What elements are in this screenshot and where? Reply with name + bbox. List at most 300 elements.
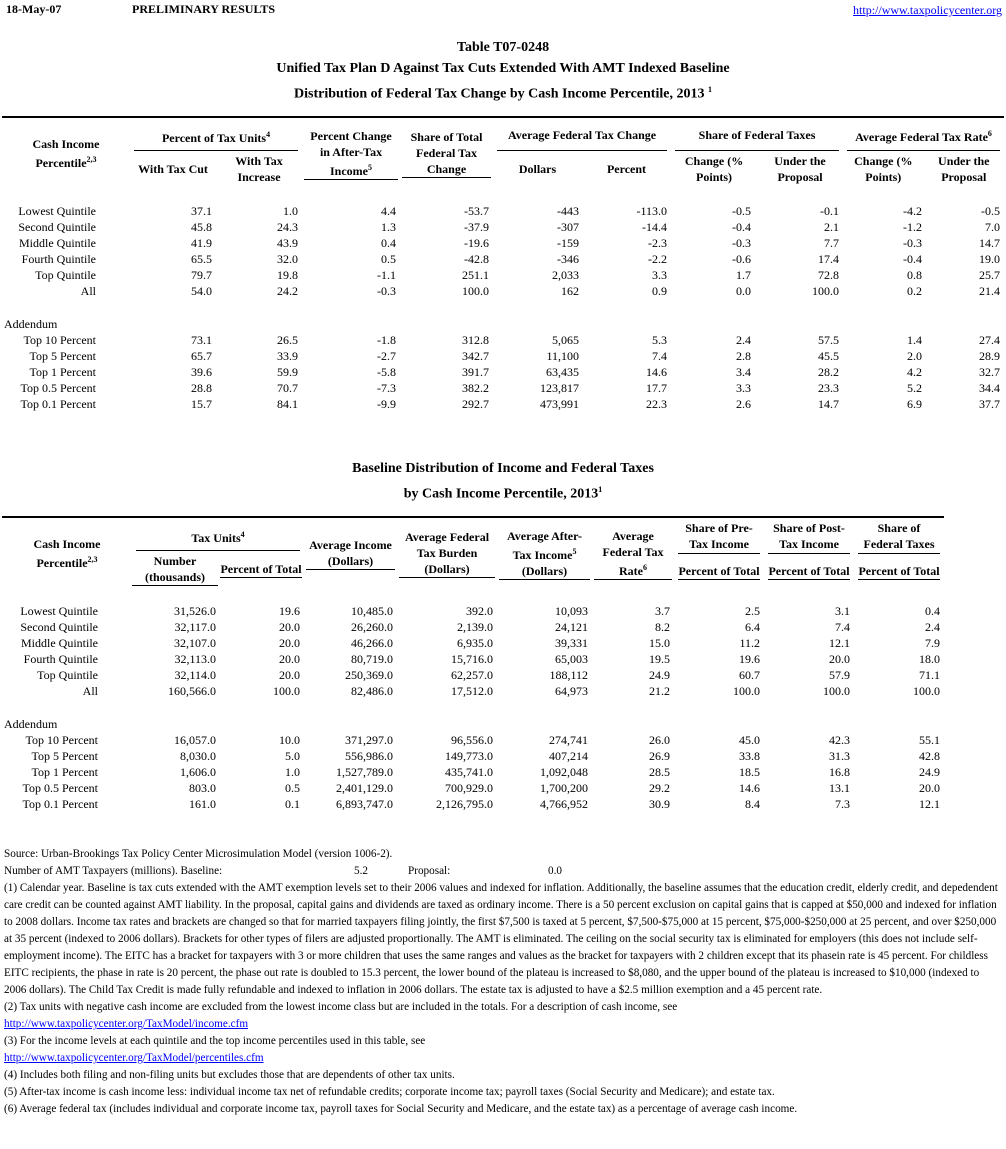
row-label: Top Quintile: [37, 668, 98, 682]
table-cell: 17,512.0: [451, 684, 494, 698]
table-cell: 14.6: [646, 365, 668, 379]
table-cell: -0.5: [732, 204, 752, 218]
table-row: [2, 332, 1004, 348]
table-cell: 0.2: [907, 284, 923, 298]
table2-col-avg-rate: Average Federal Tax Rate$^6$: [592, 517, 674, 589]
table-cell: 2.8: [736, 349, 752, 363]
table-cell: 73.1: [191, 333, 212, 347]
table-cell: 20.0: [279, 652, 301, 666]
table-cell: -0.6: [732, 252, 752, 266]
row-label: Top 0.1 Percent: [20, 397, 96, 411]
table-cell: 3.1: [835, 604, 851, 618]
table-cell: -1.8: [377, 333, 397, 347]
row-label: Top 5 Percent: [31, 749, 98, 763]
table-cell: 100.0: [273, 684, 301, 698]
table1-subtitle: Unified Tax Plan D Against Tax Cuts Extended With AMT Indexed Baseline: [276, 61, 730, 76]
table-cell: 0.0: [736, 284, 752, 298]
table-cell: 32,114.0: [174, 668, 216, 682]
table-cell: 28.5: [649, 765, 671, 779]
table-cell: -1.1: [377, 268, 397, 282]
table-row: [2, 283, 1004, 299]
row-label: Lowest Quintile: [18, 204, 96, 218]
table2-col-share-fed: Share of Federal Taxes Percent of Total: [858, 521, 940, 578]
table1-number: Table T07-0248: [456, 40, 550, 55]
table-cell: 162: [561, 284, 580, 298]
table-cell: 7.7: [824, 236, 840, 250]
table-cell: -2.3: [648, 236, 668, 250]
table-cell: 10,485.0: [351, 604, 394, 618]
table2-header-row: [2, 517, 944, 589]
table-cell: 19.5: [649, 652, 671, 666]
table-row: [2, 203, 1004, 219]
table-cell: -37.9: [464, 220, 490, 234]
table-cell: 7.9: [925, 636, 941, 650]
row-label: All: [80, 284, 96, 298]
table1-col-share-taxes: Share of Federal Taxes Change (% Points) Under the Proposal: [671, 117, 843, 189]
table-cell: -346: [557, 252, 580, 266]
table1-col-avg-change: Average Federal Tax Change Dollars Percent: [493, 117, 671, 189]
footnote-3: (3) For the income levels at each quintile and the top income percentiles used in this table, see: [4, 1035, 426, 1047]
table-cell: 24.9: [649, 668, 671, 682]
table2-col-percentile: Cash Income Percentile$^{2,3}$: [33, 537, 101, 570]
table1-title: [0, 37, 1006, 105]
table1-col-under: Under the Proposal: [774, 154, 826, 184]
table-cell: 4.4: [381, 204, 397, 218]
table-cell: 27.4: [979, 333, 1001, 347]
income-definition-link[interactable]: http://www.taxpolicycenter.org/TaxModel/income.cfm: [4, 1018, 249, 1030]
table-cell: 33.9: [277, 349, 299, 363]
table-cell: 14.6: [739, 781, 761, 795]
table-cell: 64,973: [555, 684, 589, 698]
table2-addendum-body: [2, 732, 944, 812]
footnotes: [4, 846, 1000, 1118]
table-cell: 34.4: [979, 381, 1001, 395]
footnote-6: (6) Average federal tax (includes individual and corporate income tax, payroll taxes for Social Security and Medicare, and the estate tax) as a percentage of average cash income.: [4, 1103, 798, 1115]
table1-col-under2: Under the Proposal: [938, 154, 990, 184]
table-cell: 24,121: [555, 620, 589, 634]
table-cell: 65.7: [191, 349, 212, 363]
table-cell: 20.0: [919, 781, 941, 795]
source-note: Source: Urban-Brookings Tax Policy Center Microsimulation Model (version 1006-2).: [4, 848, 393, 860]
row-label: Top 5 Percent: [29, 349, 96, 363]
row-label: Top 1 Percent: [31, 765, 98, 779]
table-row: [2, 764, 944, 780]
table2-col-share-post: Share of Post-Tax Income Percent of Total: [768, 521, 850, 578]
table-cell: 42.8: [919, 749, 941, 763]
table-cell: 45.5: [818, 349, 840, 363]
table-cell: -1.2: [903, 220, 923, 234]
table-cell: -307: [557, 220, 580, 234]
table1-col-pct-units: Percent of Tax Units$^4$ With Tax Cut With Tax Increase: [130, 117, 302, 189]
table-cell: 15.0: [649, 636, 671, 650]
table-cell: 21.2: [649, 684, 671, 698]
table-cell: 2,139.0: [457, 620, 494, 634]
table-cell: 45.0: [739, 733, 761, 747]
table-cell: 26,260.0: [351, 620, 394, 634]
table-cell: 19.6: [739, 652, 761, 666]
table-cell: 100.0: [462, 284, 490, 298]
table-cell: 26.9: [649, 749, 671, 763]
table-cell: 435,741.0: [445, 765, 494, 779]
table-cell: 71.1: [919, 668, 941, 682]
table-cell: 19.6: [279, 604, 301, 618]
table-cell: 7.4: [652, 349, 668, 363]
table-cell: 2,401,129.0: [336, 781, 394, 795]
table2-addendum-heading: Addendum: [4, 717, 58, 731]
table-cell: 45.8: [191, 220, 212, 234]
table-cell: 24.9: [919, 765, 941, 779]
table2-col-number: Number (thousands): [132, 553, 218, 586]
table-cell: 32.0: [277, 252, 299, 266]
table-cell: 19.0: [979, 252, 1001, 266]
table-cell: 63,435: [546, 365, 580, 379]
table-cell: 160,566.0: [168, 684, 216, 698]
table2-title-line1: Baseline Distribution of Income and Federal Taxes: [352, 461, 654, 476]
percentiles-link[interactable]: http://www.taxpolicycenter.org/TaxModel/percentiles.cfm: [4, 1052, 264, 1064]
table-cell: 82,486.0: [351, 684, 394, 698]
table-cell: 28.2: [818, 365, 840, 379]
footnote-1: (1) Calendar year. Baseline is tax cuts extended with the AMT exemption levels set to their 2006 values and indexed for inflation. Additionally, the baseline assumes that the education credit, elderly credit, and depedendent care credit can be counted against AMT liability. In the proposal, capital gains and dividends are taxed as ordinary income. There is a 50 percent exclusion on capital gains that is capped at $50,000 and indexed for inflation to 2008 dollars. Income tax rates and brackets are changed so that for married taxpayers filing jointly, the first $7,500 is taxed at 5 percent, $7,500-$75,000 at 15 percent, $75,000-$250,000 at 25 percent, and over $250,000 at 35 percent (indexed to 2006 dollars). Brackets for other types of filers are adjusted proportionally. The AMT is eliminated. The ceiling on the social security tax is eliminated for employers (this does not include self-employment income). The EITC has a bracket for taxpayers with 3 or more children that uses the same ranges and values as the bracket for taxpayers with 2 children except that its phasein rate is 45 percent. For childless EITC recipients, the phase in rate is 20 percent, the phase out rate is doubled to 15.3 percent, the lower bound of the plateau is increased to $8,080, and the upper bound of the plateau is increased to $10,000 (indexed to 2006 dollars). The Child Tax Credit is made fully refundable and indexed to inflation in 2006 dollars. The estate tax is adjusted to have a $2.5 million exemption and a 45 percent rate.: [4, 882, 998, 996]
table-cell: 65,003: [555, 652, 589, 666]
table-cell: 24.3: [277, 220, 299, 234]
table-cell: 371,297.0: [345, 733, 394, 747]
table-cell: 28.9: [979, 349, 1001, 363]
table-cell: 188,112: [549, 668, 589, 682]
row-label: Top Quintile: [35, 268, 96, 282]
table1-col-change-pts2: Change (% Points): [854, 154, 913, 184]
table-cell: 7.0: [985, 220, 1001, 234]
table-cell: -443: [557, 204, 580, 218]
table-cell: 2.0: [907, 349, 923, 363]
table-cell: 31.3: [829, 749, 851, 763]
row-label: Second Quintile: [20, 620, 98, 634]
table-row: [2, 348, 1004, 364]
table-cell: 57.5: [818, 333, 840, 347]
table1-col-change-pts: Change (% Points): [684, 154, 744, 184]
table2-col-tax-units: Tax Units$^4$ Number (thousands) Percent of Total: [132, 517, 304, 589]
table-cell: 2.4: [736, 333, 752, 347]
table-cell: 407,214: [549, 749, 589, 763]
table1-header-row: [2, 117, 1004, 189]
table1-addendum-body: [2, 332, 1004, 412]
table-cell: 274,741: [549, 733, 589, 747]
table-cell: -159: [557, 236, 580, 250]
baseline-distribution-table: [2, 516, 944, 812]
tax-change-table: [2, 116, 1004, 412]
table-cell: 32.7: [979, 365, 1001, 379]
table-cell: 1,700,200: [540, 781, 589, 795]
table-cell: 32,113.0: [174, 652, 216, 666]
table-cell: 65.5: [191, 252, 212, 266]
row-label: Fourth Quintile: [23, 652, 98, 666]
footnote-2: (2) Tax units with negative cash income are excluded from the lowest income class but are included in the totals. For a description of cash income, see: [4, 1001, 678, 1013]
table-cell: 0.4: [381, 236, 397, 250]
table-cell: 251.1: [462, 268, 490, 282]
row-label: Middle Quintile: [19, 236, 96, 250]
row-label: All: [82, 684, 98, 698]
table-row: [2, 235, 1004, 251]
table-cell: 100.0: [913, 684, 941, 698]
table-cell: 54.0: [191, 284, 212, 298]
table-cell: 473,991: [540, 397, 580, 411]
table-cell: 6,935.0: [457, 636, 494, 650]
table-cell: 6,893,747.0: [336, 797, 394, 811]
table-cell: 342.7: [462, 349, 490, 363]
table-row: [2, 667, 944, 683]
header-link[interactable]: http://www.taxpolicycenter.org: [853, 3, 1002, 17]
table-row: [2, 651, 944, 667]
row-label: Top 0.1 Percent: [22, 797, 98, 811]
amt-note: Number of AMT Taxpayers (millions). Baseline: 5.2 Proposal: 0.0: [4, 865, 562, 877]
table-row: [2, 364, 1004, 380]
table-cell: 1,606.0: [180, 765, 216, 779]
table-cell: 70.7: [277, 381, 299, 395]
table-cell: 26.5: [277, 333, 299, 347]
table-cell: 18.5: [739, 765, 761, 779]
table-cell: -0.5: [981, 204, 1001, 218]
table-row: [2, 780, 944, 796]
table-cell: 4,766,952: [540, 797, 589, 811]
row-label: Second Quintile: [18, 220, 96, 234]
report-date: 18-May-07: [6, 2, 62, 16]
table-cell: 0.9: [652, 284, 668, 298]
table-cell: 39,331: [555, 636, 589, 650]
table2-col-avg-after: Average After-Tax Income$^5$ (Dollars): [497, 517, 592, 589]
table-cell: 37.7: [979, 397, 1001, 411]
table-cell: -4.2: [903, 204, 923, 218]
table2-col-avg-income: Average Income (Dollars): [304, 517, 397, 589]
table-cell: 392.0: [466, 604, 494, 618]
table-cell: 0.4: [925, 604, 941, 618]
table-cell: 31,526.0: [174, 604, 216, 618]
table-cell: -0.3: [377, 284, 397, 298]
table-cell: 8.4: [745, 797, 761, 811]
table-cell: 41.9: [191, 236, 212, 250]
table-cell: 556,986.0: [345, 749, 394, 763]
row-label: Fourth Quintile: [21, 252, 96, 266]
table-cell: 5,065: [552, 333, 580, 347]
table-row: [2, 603, 944, 619]
table-cell: 123,817: [540, 381, 580, 395]
table-row: [2, 635, 944, 651]
table-cell: 2.1: [824, 220, 840, 234]
table-cell: 39.6: [191, 365, 212, 379]
row-label: Top 0.5 Percent: [22, 781, 98, 795]
table-cell: 5.0: [285, 749, 301, 763]
table-cell: 12.1: [829, 636, 851, 650]
table-cell: 80,719.0: [351, 652, 394, 666]
table-cell: 30.9: [649, 797, 671, 811]
footnote-5: (5) After-tax income is cash income less: individual income tax net of refundable credits; corporate income tax; payroll taxes (Social Security and Medicare); and estate tax.: [4, 1086, 775, 1098]
table-cell: 1.7: [736, 268, 752, 282]
row-label: Middle Quintile: [21, 636, 98, 650]
table-cell: 79.7: [191, 268, 212, 282]
table-cell: 42.3: [829, 733, 851, 747]
table-cell: -9.9: [377, 397, 397, 411]
table-row: [2, 748, 944, 764]
table-cell: 11,100: [546, 349, 580, 363]
table-cell: 72.8: [818, 268, 840, 282]
table1-col-percentile: Cash Income Percentile$^{2,3}$: [32, 137, 100, 170]
table-cell: 28.8: [191, 381, 212, 395]
table-cell: -19.6: [464, 236, 490, 250]
table-cell: 14.7: [818, 397, 840, 411]
table-cell: 11.2: [739, 636, 761, 650]
table-cell: 0.5: [381, 252, 397, 266]
table1-col-dollars: Dollars: [518, 162, 557, 176]
table-cell: -7.3: [377, 381, 397, 395]
table-cell: 803.0: [189, 781, 216, 795]
table1-col-avg-rate: Average Federal Tax Rate$^6$ Change (% Points) Under the Proposal: [843, 117, 1004, 189]
table-cell: 10,093: [555, 604, 589, 618]
table-cell: 15.7: [191, 397, 212, 411]
table-cell: 4.2: [907, 365, 923, 379]
table-cell: 55.1: [919, 733, 941, 747]
table-cell: -5.8: [377, 365, 397, 379]
table-cell: 3.7: [655, 604, 671, 618]
table-cell: 292.7: [462, 397, 490, 411]
table-row: [2, 683, 944, 699]
table-cell: 6.4: [745, 620, 761, 634]
table1-col-share-change: Share of Total Federal Tax Change: [400, 117, 493, 189]
table1-col-with-cut: With Tax Cut: [138, 162, 208, 176]
table-cell: 3.3: [736, 381, 752, 395]
table-cell: 1.4: [907, 333, 923, 347]
table-cell: 17.4: [818, 252, 840, 266]
table-cell: -0.1: [820, 204, 840, 218]
table-cell: -14.4: [642, 220, 668, 234]
table-cell: 20.0: [279, 620, 301, 634]
table-cell: 20.0: [279, 636, 301, 650]
table-cell: -2.2: [648, 252, 668, 266]
table-cell: 100.0: [733, 684, 761, 698]
table-cell: 391.7: [462, 365, 490, 379]
table-cell: 15,716.0: [451, 652, 494, 666]
table-cell: 84.1: [277, 397, 299, 411]
table2-title-line2: by Cash Income Percentile, 2013$^1$: [403, 485, 603, 502]
table-cell: 18.0: [919, 652, 941, 666]
table-cell: 700,929.0: [445, 781, 494, 795]
table-cell: 2.6: [736, 397, 752, 411]
table-cell: 29.2: [649, 781, 671, 795]
table-cell: 46,266.0: [351, 636, 394, 650]
table-cell: -0.3: [903, 236, 923, 250]
table-cell: 7.3: [835, 797, 851, 811]
table-cell: 3.3: [652, 268, 668, 282]
table-cell: -113.0: [636, 204, 668, 218]
table1-col-with-increase: With Tax Increase: [235, 154, 283, 184]
table-cell: 21.4: [979, 284, 1001, 298]
table-row: [2, 219, 1004, 235]
table-cell: 100.0: [812, 284, 840, 298]
table-cell: 26.0: [649, 733, 671, 747]
table-cell: 312.8: [462, 333, 490, 347]
table-cell: 20.0: [279, 668, 301, 682]
table-cell: 96,556.0: [451, 733, 494, 747]
table-cell: 2,126,795.0: [436, 797, 494, 811]
table-cell: -53.7: [464, 204, 490, 218]
table2-title: [0, 458, 1006, 505]
row-label: Top 10 Percent: [23, 333, 96, 347]
table-cell: 8.2: [655, 620, 671, 634]
table-cell: 1.0: [285, 765, 301, 779]
table-cell: 2,033: [552, 268, 580, 282]
table-cell: 250,369.0: [345, 668, 394, 682]
table-cell: 43.9: [277, 236, 299, 250]
report-status: PRELIMINARY RESULTS: [132, 2, 276, 16]
table-cell: 62,257.0: [451, 668, 494, 682]
table-cell: -0.4: [903, 252, 923, 266]
table-cell: -2.7: [377, 349, 397, 363]
table-row: [2, 380, 1004, 396]
table-cell: -0.4: [732, 220, 752, 234]
table-cell: 10.0: [279, 733, 301, 747]
table-cell: 16.8: [829, 765, 851, 779]
table-cell: 0.1: [285, 797, 301, 811]
table-cell: 20.0: [829, 652, 851, 666]
table-cell: 17.7: [646, 381, 668, 395]
table-cell: 161.0: [189, 797, 216, 811]
table-row: [2, 267, 1004, 283]
table-cell: 32,117.0: [174, 620, 216, 634]
table-cell: 37.1: [191, 204, 212, 218]
table-cell: 1,092,048: [540, 765, 589, 779]
table-cell: 32,107.0: [174, 636, 216, 650]
table1-col-percent: Percent: [606, 162, 647, 176]
table1-col-pct-change: Percent Change in After-Tax Income$^5$: [302, 117, 400, 189]
table-cell: 149,773.0: [445, 749, 494, 763]
table-cell: 2.5: [745, 604, 761, 618]
table-cell: 59.9: [277, 365, 299, 379]
table-row: [2, 251, 1004, 267]
table-cell: 0.8: [907, 268, 923, 282]
table-cell: 13.1: [829, 781, 851, 795]
table-row: [2, 732, 944, 748]
row-label: Top 0.5 Percent: [20, 381, 96, 395]
table-cell: 5.2: [907, 381, 923, 395]
table-cell: 1,527,789.0: [336, 765, 394, 779]
table-cell: 1.0: [283, 204, 299, 218]
table-row: [2, 396, 1004, 412]
table2-col-pct-total: Percent of Total: [220, 561, 302, 576]
row-label: Top 1 Percent: [29, 365, 96, 379]
table-cell: -0.3: [732, 236, 752, 250]
table-cell: 6.9: [907, 397, 923, 411]
table-row: [2, 619, 944, 635]
table-cell: 100.0: [823, 684, 851, 698]
table-cell: 24.2: [277, 284, 299, 298]
table-cell: 1.3: [381, 220, 397, 234]
table2-col-share-pre: Share of Pre-Tax Income Percent of Total: [678, 521, 760, 578]
table-cell: -42.8: [464, 252, 490, 266]
table-cell: 57.9: [829, 668, 851, 682]
table-cell: 3.4: [736, 365, 752, 379]
table-cell: 382.2: [462, 381, 490, 395]
table-cell: 8,030.0: [180, 749, 216, 763]
table2-col-avg-burden: Average Federal Tax Burden (Dollars): [397, 517, 497, 589]
table-cell: 2.4: [925, 620, 941, 634]
table2-body: [2, 589, 944, 699]
table-row: [2, 796, 944, 812]
table-cell: 22.3: [646, 397, 668, 411]
table-cell: 23.3: [818, 381, 840, 395]
table1-body: [2, 189, 1004, 299]
row-label: Top 10 Percent: [25, 733, 98, 747]
table1-caption: Distribution of Federal Tax Change by Cash Income Percentile, 2013 $^1$: [294, 85, 712, 102]
table-cell: 33.8: [739, 749, 761, 763]
table1-addendum-heading: Addendum: [4, 317, 58, 331]
table-cell: 19.8: [277, 268, 299, 282]
